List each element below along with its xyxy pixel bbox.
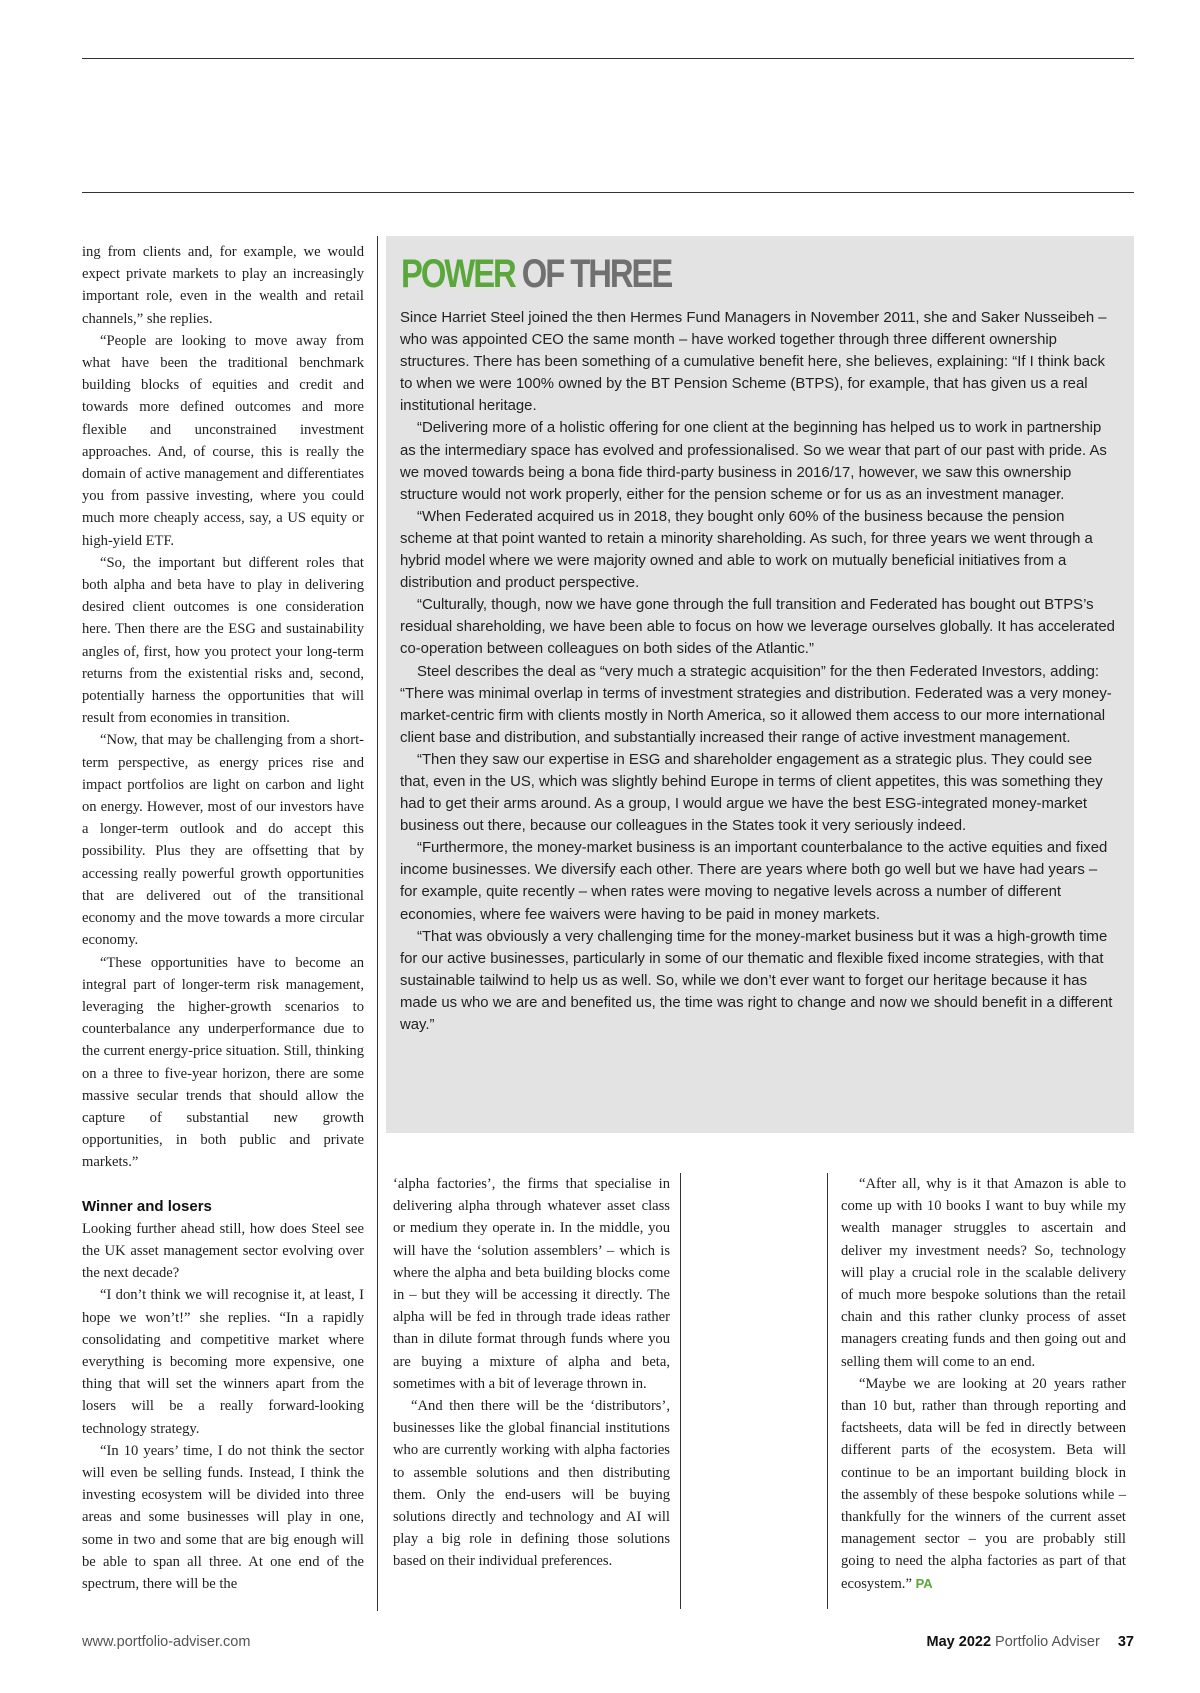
header-rule-bottom xyxy=(82,192,1134,193)
signoff-mark: PA xyxy=(915,1575,933,1591)
boxout-body xyxy=(400,307,1118,1036)
boxout-paragraph: “Furthermore, the money-market business is an important counterbalance to the active equities and fixed income businesses. We diversify each other. There are years where both go well but we have had years – for example, quite recently – when rates were moving to negative levels across a number of different economies, where fee waivers were having to be paid in money markets. xyxy=(400,840,1108,923)
boxout-title-word2: OF THREE xyxy=(521,252,672,296)
header-rule-top xyxy=(82,58,1134,59)
footer-url[interactable]: www.portfolio-adviser.com xyxy=(82,1634,251,1650)
boxout-paragraph: “Then they saw our expertise in ESG and shareholder engagement as a strategic plus. They could see that, even in the US, which was slightly behind Europe in terms of client appetites, this was something they had to get their arms around. As a group, I would argue we have the best ESG-integrated money-market business out there, because our colleagues in the States took it very seriously indeed. xyxy=(400,751,1103,835)
boxout-title xyxy=(401,250,671,298)
middle-column xyxy=(393,1173,670,1573)
column-divider xyxy=(377,236,378,1611)
left-paragraph: “So, the important but different roles that both alpha and beta have to play in delivering desired client outcomes is one consideration here. Then there are the ESG and sustainability angles of, first, how you protect your long-term returns from the existential risks and, second, potentially harness the opportunities that will result from economies in transition. xyxy=(82,554,364,727)
left-paragraph: “Now, that may be challenging from a short-term perspective, as energy prices rise and impact portfolios are light on carbon and light on energy. However, most of our investors have a longer-term outlook and do accept this possibility. Plus they are offsetting that by accessing really powerful growth opportunities that are delivered out of the transitional economy and the move towards a more circular economy. xyxy=(82,732,364,949)
right-paragraph xyxy=(841,1373,1126,1595)
boxout-paragraph: “When Federated acquired us in 2018, they bought only 60% of the business because the pension scheme at that point wanted to retain a minority shareholding. As such, for three years we went through a hybrid model where we were majority owned and able to work on mutually beneficial initiatives from a distribution and product perspective. xyxy=(400,508,1093,592)
boxout-paragraph: Steel describes the deal as “very much a strategic acquisition” for the then Federated Investors, adding: “There was minimal overlap in terms of investment strategies and distribution. Federated was a very money-market-centric firm with clients mostly in North America, so it allowed them access to our more international client base and distribution, and substantially increased their range of active investment management. xyxy=(400,663,1112,746)
boxout-paragraph: “Delivering more of a holistic offering for one client at the beginning has helped us to work in partnership as the intermediary space has evolved and professionalised. So we wear that part of our past with pride. As we moved towards being a bona fide third-party business in 2016/17, however, we saw this ownership structure would not work properly, either for the pension scheme or for us as an investment manager. xyxy=(400,420,1107,503)
footer-folio xyxy=(927,1634,1134,1650)
boxout-paragraph: Since Harriet Steel joined the then Hermes Fund Managers in November 2011, she and Saker Nusseibeh – who was appointed CEO the same month – have worked together through three different ownership structures. There has been something of a cumulative benefit here, she believes, explaining: “If I think back to when we were 100% owned by the BT Pension Scheme (BTPS), for example, that has given us a real institutional heritage. xyxy=(400,310,1107,415)
left-paragraph: “In 10 years’ time, I do not think the sector will even be selling funds. Instead, I think the investing ecosystem will be divided into three areas and some businesses will play in one, some in two and some that are big enough will be able to span all three. At one end of the spectrum, there will be the xyxy=(82,1442,364,1592)
right-column xyxy=(841,1173,1126,1595)
left-column xyxy=(82,241,364,1595)
left-paragraph: “People are looking to move away from what have been the traditional benchmark building blocks of equities and credit and towards more defined outcomes and more flexible and unconstrained investment approaches. And, of course, this is really the domain of active management and differentiates you from passive investing, where you could much more cheaply access, say, a US equity or high-yield ETF. xyxy=(82,332,364,549)
middle-paragraph: ‘alpha factories’, the firms that specialise in delivering alpha through whatever asset class or medium they operate in. In the middle, you will have the ‘solution assemblers’ – which is where the alpha and beta building blocks come in – but they will be accessing it directly. The alpha will be fed in through trade ideas rather than in dilute format through funds where you are buying a mixture of alpha and beta, sometimes with a bit of leverage thrown in. xyxy=(393,1176,670,1392)
section-subheading: Winner and losers xyxy=(82,1197,212,1215)
boxout-paragraph: “That was obviously a very challenging time for the money-market business but it was a high-growth time for our active businesses, particularly in some of our thematic and flexible fixed income strategies, with that sustainable tailwind to help us as well. So, while we don’t ever want to forget our heritage because it has made us who we are and benefited us, the time was right to change and now we should benefit in a different way.” xyxy=(400,928,1113,1033)
middle-paragraph: “And then there will be the ‘distributors’, businesses like the global financial institutions who are currently working with alpha factories to assemble solutions and then distributing them. Only the end-users will be buying solutions directly and technology and AI will play a big role in defining those solutions based on their individual preferences. xyxy=(393,1398,670,1570)
left-paragraph: Looking further ahead still, how does Steel see the UK asset management sector evolving over the next decade? xyxy=(82,1220,364,1282)
power-of-three-boxout xyxy=(386,236,1134,1133)
column-divider xyxy=(827,1173,828,1609)
left-paragraph: “I don’t think we will recognise it, at least, I hope we won’t!” she replies. “In a rapidly consolidating and competitive market where everything is becoming more expensive, one thing that will set the winners apart from the losers will be a really forward-looking technology strategy. xyxy=(82,1287,364,1437)
page-number: 37 xyxy=(1117,1634,1134,1650)
right-paragraph-text: “Maybe we are looking at 20 years rather than 10 but, rather than through reporting and factsheets, data will be fed in directly between different parts of the ecosystem. Beta will continue to be an important building block in the assembly of these bespoke solutions while – thankfully for the winners of the current asset management sector – you are probably still going to need the alpha factories as part of that ecosystem.” xyxy=(841,1375,1126,1592)
boxout-title-word1: POWER xyxy=(401,252,515,296)
boxout-paragraph: “Culturally, though, now we have gone through the full transition and Federated has bought out BTPS’s residual shareholding, we have been able to focus on how we leverage ourselves globally. It has accelerated co-operation between colleagues on both sides of the Atlantic.” xyxy=(400,597,1115,658)
right-paragraph: “After all, why is it that Amazon is able to come up with 10 books I want to buy while my wealth manager struggles to ascertain and deliver my investment needs? So, technology will play a crucial role in the scalable delivery of much more bespoke solutions than the retail chain and this rather clunky process of asset managers creating funds and then going out and selling them will come to an end. xyxy=(841,1176,1126,1370)
left-paragraph: “These opportunities have to become an integral part of longer-term risk management, leveraging the higher-growth scenarios to counterbalance any underperformance due to the current energy-price situation. Still, thinking on a three to five-year horizon, there are some massive secular trends that should allow the capture of substantial new growth opportunities, in both public and private markets.” xyxy=(82,954,364,1171)
column-divider xyxy=(680,1173,681,1609)
left-paragraph: ing from clients and, for example, we would expect private markets to play an increasingly important role, even in the wealth and retail channels,” she replies. xyxy=(82,244,364,327)
footer-issue: May 2022 xyxy=(926,1634,992,1650)
footer-publication: Portfolio Adviser xyxy=(995,1634,1100,1650)
